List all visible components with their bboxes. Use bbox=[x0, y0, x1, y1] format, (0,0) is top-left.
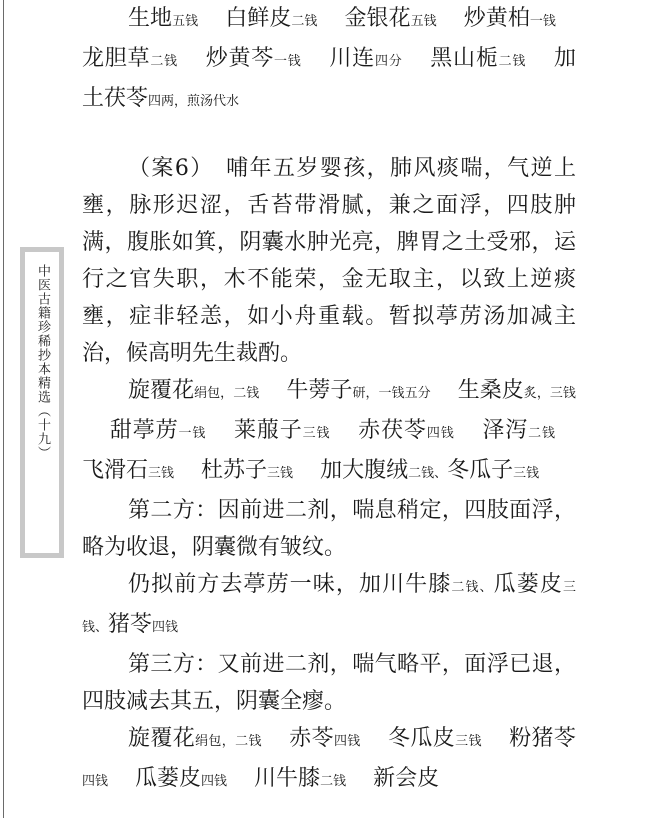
herb-name: 旋覆花 bbox=[128, 726, 196, 751]
herb-dose: 四分 bbox=[374, 54, 403, 69]
herb-dose: 三钱 bbox=[513, 466, 540, 481]
page-margin-rule bbox=[3, 0, 4, 818]
herb-name: 加大腹绒 bbox=[320, 458, 409, 483]
herb-dose: 一钱 bbox=[529, 14, 556, 29]
herb-name: 瓜蒌皮 bbox=[493, 572, 563, 597]
second-prescription-note: 第二方：因前进二剂，喘息稍定，四肢面浮，略为收退，阴囊微有皱纹。 bbox=[82, 498, 576, 560]
herb-name: 生地 bbox=[128, 6, 173, 31]
herb-dose: 炙，三钱 bbox=[523, 386, 576, 401]
herb-name: 粉猪苓 bbox=[509, 726, 576, 751]
herb-name: 杜苏子 bbox=[201, 458, 268, 483]
herb-name: 莱菔子 bbox=[234, 418, 303, 443]
herb-dose: 五钱 bbox=[172, 14, 199, 29]
herb-name: 泽泻 bbox=[482, 418, 529, 443]
herb-dose: 二钱 bbox=[291, 14, 318, 29]
herb-dose: 绢包，二钱 bbox=[195, 734, 262, 749]
herb-name: 加土茯苓 bbox=[82, 46, 576, 111]
second-prescription-modification bbox=[82, 566, 576, 646]
herb-name: 旋覆花 bbox=[128, 378, 195, 403]
herb-dose: 三钱 bbox=[455, 734, 482, 749]
herb-dose: 二钱 bbox=[150, 54, 178, 69]
herb-name: 黑山栀 bbox=[430, 46, 499, 71]
herb-dose: 三钱 bbox=[302, 426, 331, 441]
herb-dose: 三钱、 bbox=[82, 580, 576, 635]
third-prescription-note: 第三方：又前进二剂，喘气略平，面浮已退，四肢减去其五，阴囊全瘳。 bbox=[82, 652, 576, 714]
herb-dose: 三钱 bbox=[148, 466, 175, 481]
prescription-continued bbox=[82, 0, 576, 120]
herb-dose: 二钱 bbox=[320, 774, 347, 789]
herb-name: 新会皮 bbox=[373, 766, 440, 791]
herb-dose: 一钱 bbox=[178, 426, 207, 441]
herb-name: 龙胆草 bbox=[82, 46, 151, 71]
herb-name: 瓜蒌皮 bbox=[135, 766, 202, 791]
herb-dose: 四钱 bbox=[426, 426, 455, 441]
book-series-tab bbox=[20, 247, 64, 558]
herb-name: 川连 bbox=[329, 46, 375, 71]
herb-name: 冬瓜子 bbox=[447, 458, 514, 483]
herb-dose: 四两，煎汤代水 bbox=[148, 94, 240, 109]
herb-name: 炒黄柏 bbox=[463, 6, 530, 31]
herb-dose: 二钱 bbox=[498, 54, 527, 69]
herb-name: 甜葶苈 bbox=[109, 418, 179, 443]
book-series-title: 中医古籍珍稀抄本精选（十九） bbox=[35, 264, 50, 460]
herb-dose: 研，一钱五分 bbox=[352, 386, 431, 401]
case-6-description: （案6） 哺年五岁婴孩，肺风痰喘，气逆上壅，脉形迟涩，舌苔带滑腻，兼之面浮，四肢肿满，腹胀如箕，阴囊水肿光亮，脾胃之土受邪，运行之官失职，木不能荣，金无取主，以致上逆痰壅，症非轻恙，如小舟重载。暂拟葶苈汤加减主治，候高明先生裁酌。 bbox=[82, 156, 576, 366]
herb-dose: 四钱 bbox=[201, 774, 228, 789]
third-prescription bbox=[82, 720, 576, 800]
herb-name: 金银花 bbox=[344, 6, 411, 31]
modification-prefix: 仍拟前方去葶苈一味， bbox=[128, 572, 359, 597]
herb-name: 飞滑石 bbox=[82, 458, 149, 483]
herb-dose: 二钱、 bbox=[451, 580, 494, 595]
herb-name: 白鲜皮 bbox=[225, 6, 292, 31]
case-6-prescription bbox=[82, 372, 576, 492]
herb-dose: 四钱 bbox=[333, 734, 361, 749]
herb-name: 川牛膝 bbox=[254, 766, 321, 791]
herb-dose: 一钱 bbox=[274, 54, 302, 69]
herb-name: 炒黄芩 bbox=[205, 46, 275, 71]
herb-name: 牛蒡子 bbox=[286, 378, 353, 403]
herb-dose: 四钱 bbox=[82, 774, 109, 789]
herb-dose: 二钱、 bbox=[408, 466, 448, 481]
page-body bbox=[82, 0, 576, 800]
herb-dose: 五钱 bbox=[410, 14, 437, 29]
herb-name: 加川牛膝 bbox=[358, 572, 452, 597]
herb-dose: 四钱 bbox=[152, 620, 179, 635]
herb-dose: 三钱 bbox=[267, 466, 294, 481]
herb-name: 赤茯苓 bbox=[358, 418, 427, 443]
herb-name: 赤苓 bbox=[289, 726, 334, 751]
herb-name: 生桑皮 bbox=[457, 378, 524, 403]
herb-dose: 二钱 bbox=[528, 426, 556, 441]
herb-name: 猪苓 bbox=[108, 612, 153, 637]
herb-name: 冬瓜皮 bbox=[388, 726, 456, 751]
herb-dose: 绢包，二钱 bbox=[194, 386, 260, 401]
